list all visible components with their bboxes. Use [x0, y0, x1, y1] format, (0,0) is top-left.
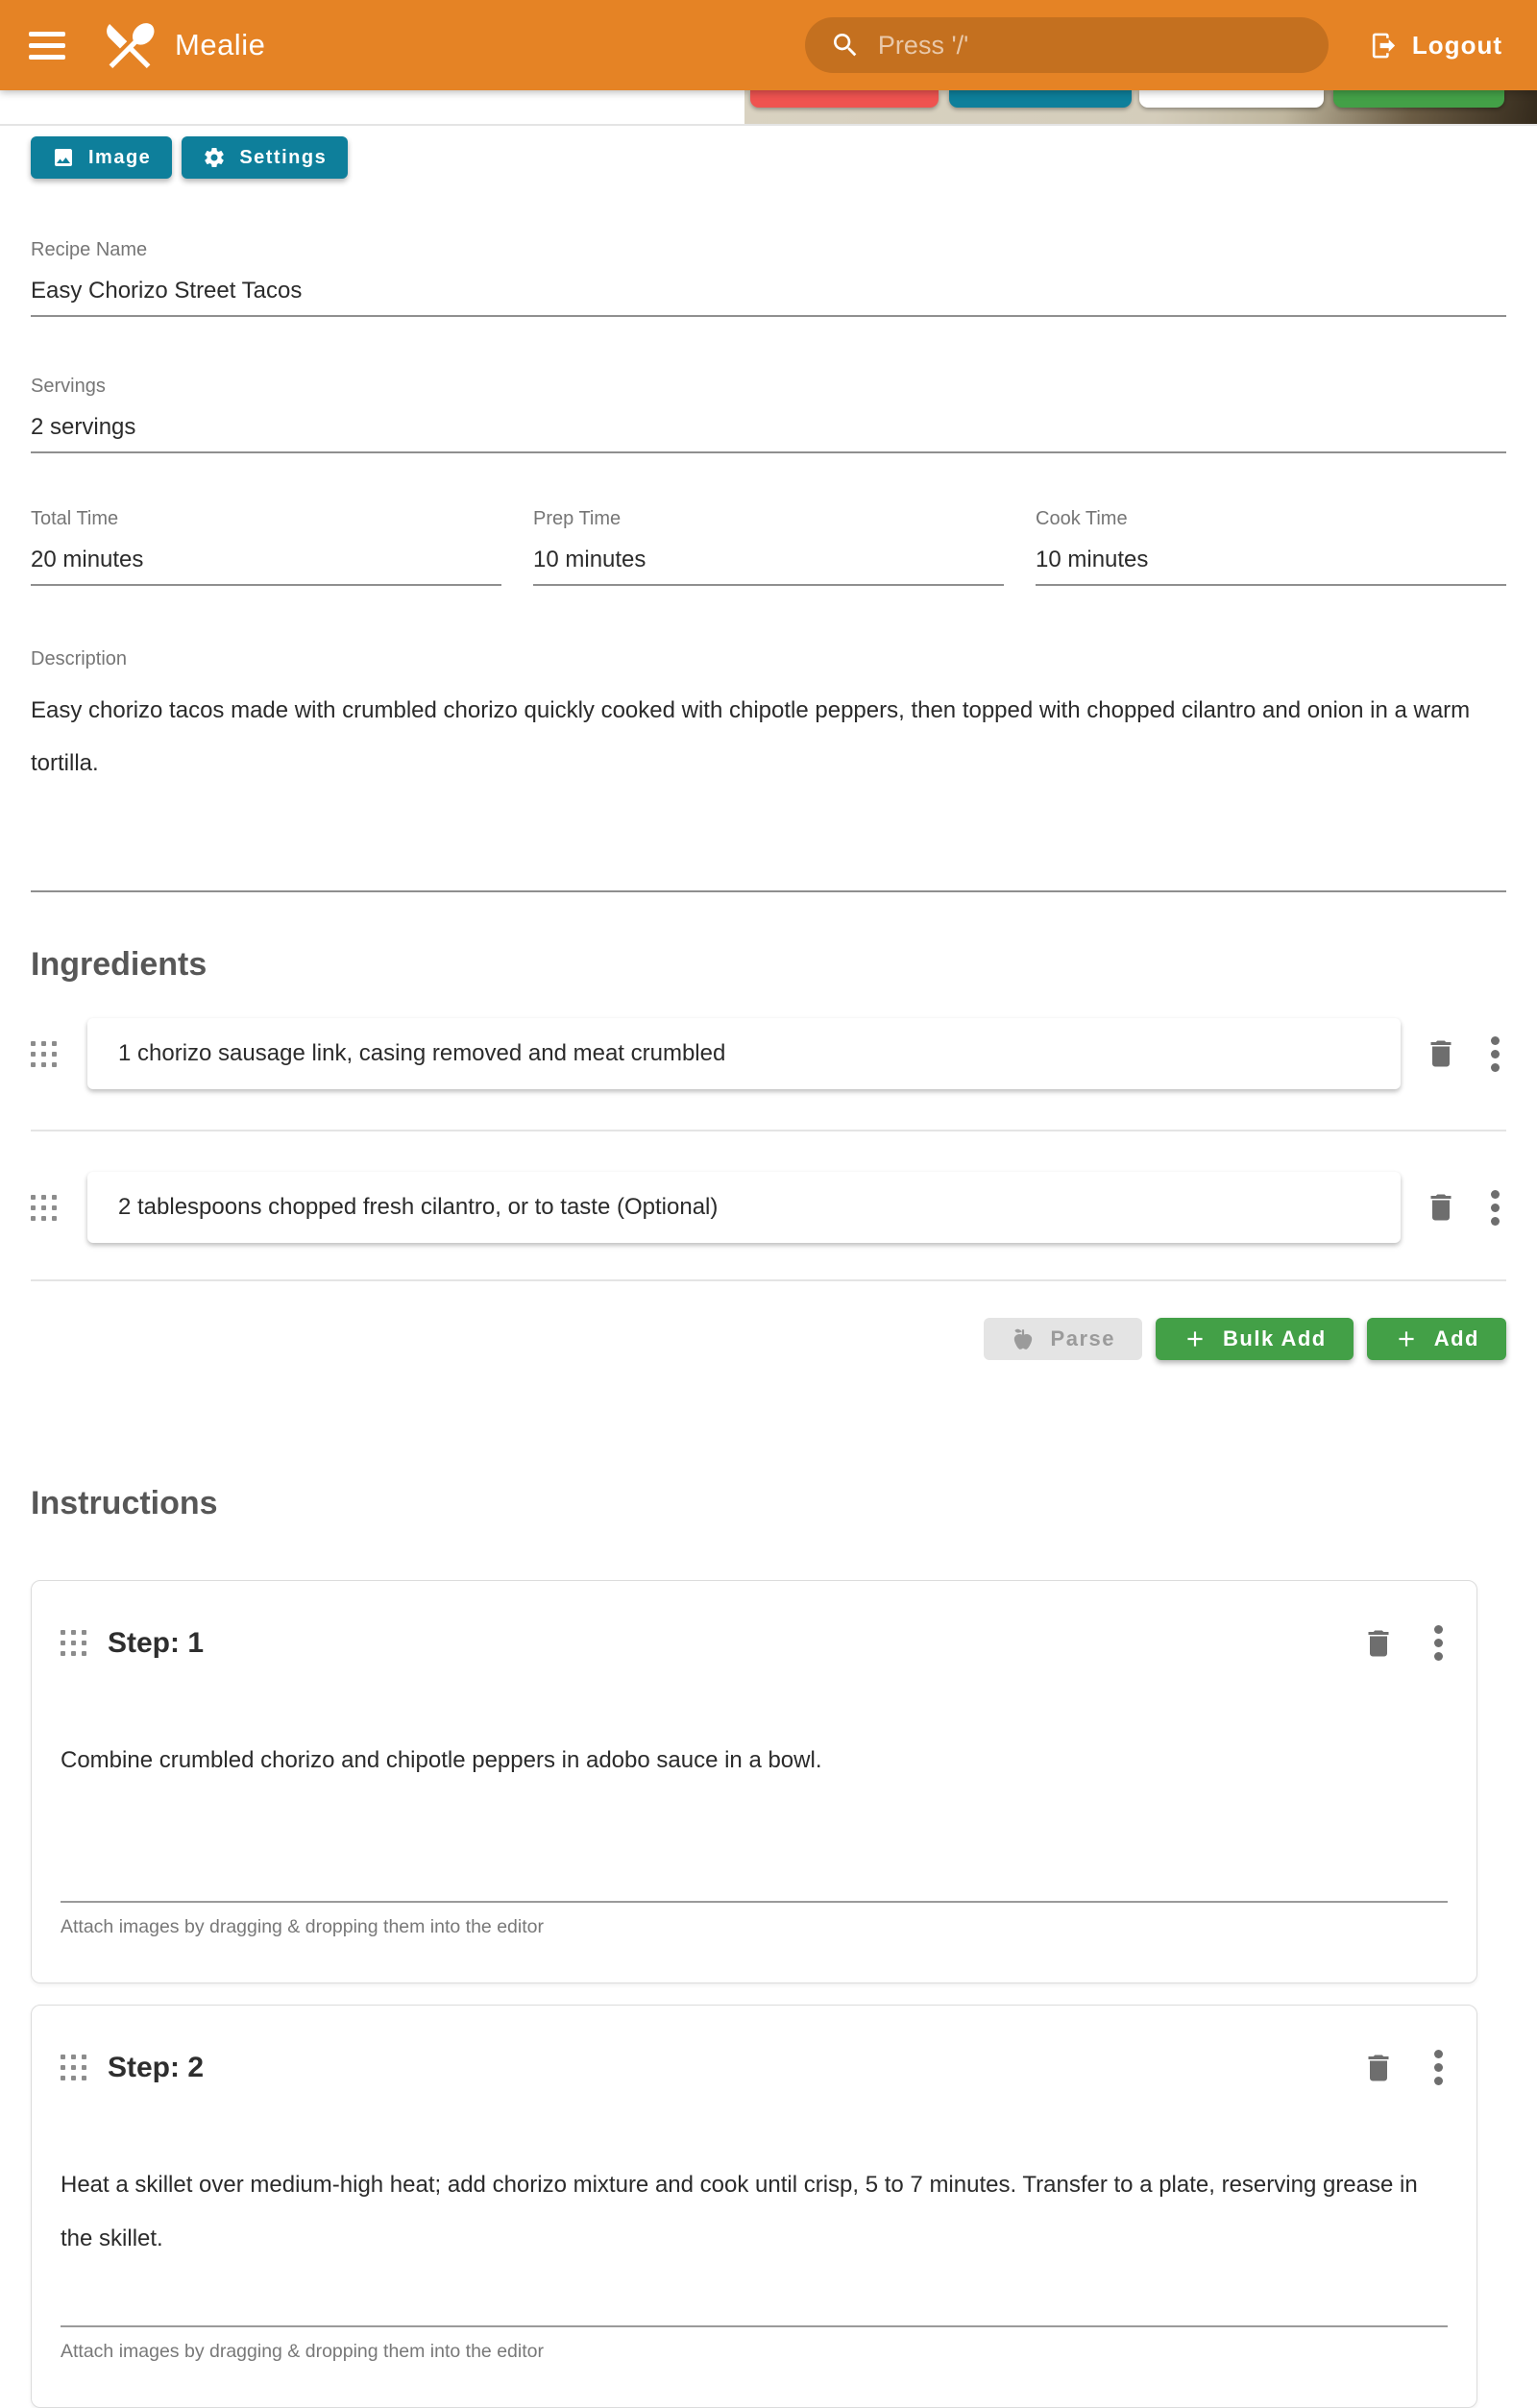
parse-button-label: Parse — [1050, 1326, 1115, 1350]
drag-handle-icon[interactable] — [61, 2055, 86, 2080]
ingredient-row — [31, 1172, 1506, 1243]
servings-field — [31, 373, 1506, 453]
instruction-step-card — [31, 1580, 1477, 1983]
ingredient-input[interactable]: 2 tablespoons chopped fresh cilantro, or to taste (Optional) — [87, 1172, 1401, 1243]
image-button-label: Image — [88, 146, 152, 168]
search-input[interactable] — [805, 17, 1329, 73]
hero-action-json-button[interactable] — [949, 90, 1132, 108]
mealie-silverware-logo-icon — [100, 15, 159, 75]
menu-button[interactable] — [29, 32, 65, 60]
step-title: Step: 1 — [108, 1626, 205, 1659]
delete-step-icon[interactable] — [1361, 2051, 1396, 2085]
ingredient-input[interactable]: 1 chorizo sausage link, casing removed and meat crumbled — [87, 1018, 1401, 1089]
editor-toolbar — [31, 136, 1506, 179]
settings-button[interactable] — [182, 136, 348, 179]
recipe-name-field — [31, 236, 1506, 317]
step-menu-icon[interactable] — [1434, 2050, 1444, 2085]
hero-action-close-button[interactable] — [1139, 90, 1324, 108]
gear-icon — [203, 146, 226, 169]
delete-ingredient-icon[interactable] — [1424, 1190, 1458, 1225]
step-editor-rule — [61, 1901, 1448, 1903]
ingredient-menu-icon[interactable] — [1491, 1190, 1500, 1226]
search-placeholder: Press '/' — [877, 30, 969, 60]
recipe-name-input[interactable]: Easy Chorizo Street Tacos — [31, 275, 1506, 317]
bulk-add-button[interactable] — [1156, 1318, 1354, 1360]
servings-input[interactable]: 2 servings — [31, 411, 1506, 453]
image-icon — [52, 146, 75, 169]
delete-ingredient-icon[interactable] — [1424, 1036, 1458, 1071]
ingredient-divider — [31, 1130, 1506, 1131]
delete-step-icon[interactable] — [1361, 1626, 1396, 1661]
step-menu-icon[interactable] — [1434, 1625, 1444, 1661]
logout-label: Logout — [1411, 30, 1502, 60]
step-header — [61, 1625, 1448, 1661]
step-text-editor[interactable]: Combine crumbled chorizo and chipotle peppers in adobo sauce in a bowl. — [61, 1747, 822, 1773]
hero-action-delete-button[interactable] — [750, 90, 939, 108]
bulk-add-button-label: Bulk Add — [1223, 1326, 1327, 1350]
plus-icon — [1394, 1326, 1419, 1351]
instruction-step-card — [31, 2005, 1477, 2408]
cook-time-input[interactable]: 10 minutes — [1036, 544, 1506, 586]
instructions-heading: Instructions — [31, 1485, 218, 1521]
drag-handle-icon[interactable] — [61, 1630, 86, 1656]
hero-action-save-button[interactable] — [1333, 90, 1504, 108]
drag-handle-icon[interactable] — [31, 1041, 57, 1067]
step-title: Step: 2 — [108, 2051, 205, 2083]
parse-button[interactable] — [984, 1318, 1142, 1360]
logout-icon — [1369, 31, 1399, 61]
description-field — [31, 645, 1506, 892]
recipe-form — [0, 136, 1537, 2408]
servings-label: Servings — [31, 376, 106, 397]
description-textarea[interactable]: Easy chorizo tacos made with crumbled chorizo quickly cooked with chipotle peppers, then topped with chopped cilantro and onion in a warm tortilla. — [31, 684, 1506, 892]
cook-time-field — [1036, 505, 1506, 586]
image-button[interactable] — [31, 136, 172, 179]
ingredient-divider — [31, 1279, 1506, 1281]
add-button-label: Add — [1433, 1326, 1479, 1350]
time-fields-row — [31, 505, 1506, 586]
prep-time-input[interactable]: 10 minutes — [533, 544, 1004, 586]
cook-time-label: Cook Time — [1036, 508, 1128, 529]
recipe-header-strip — [0, 90, 1537, 126]
app-title: Mealie — [175, 28, 266, 61]
ingredient-menu-icon[interactable] — [1491, 1036, 1500, 1072]
search-icon — [830, 30, 861, 61]
ingredients-heading: Ingredients — [31, 946, 207, 983]
step-text-editor[interactable]: Heat a skillet over medium-high heat; add chorizo mixture and cook until crisp, 5 to 7 minutes. Transfer to a plate, reserving grease in the skillet. — [61, 2172, 1418, 2251]
plus-icon — [1183, 1326, 1208, 1351]
app-bar — [0, 0, 1537, 90]
prep-time-field — [533, 505, 1004, 586]
ingredient-row — [31, 1018, 1506, 1089]
apple-icon — [1011, 1326, 1036, 1351]
step-editor-rule — [61, 2325, 1448, 2327]
logout-button[interactable] — [1369, 31, 1502, 61]
step-header — [61, 2050, 1448, 2085]
prep-time-label: Prep Time — [533, 508, 622, 529]
total-time-input[interactable]: 20 minutes — [31, 544, 501, 586]
attach-images-hint: Attach images by dragging & dropping them into the editor — [61, 1916, 544, 1937]
description-label: Description — [31, 648, 128, 669]
total-time-field — [31, 505, 501, 586]
attach-images-hint: Attach images by dragging & dropping them into the editor — [61, 2341, 544, 2362]
ingredient-actions — [31, 1318, 1506, 1360]
add-ingredient-button[interactable] — [1367, 1318, 1506, 1360]
recipe-photo — [744, 90, 1537, 124]
recipe-name-label: Recipe Name — [31, 239, 148, 260]
drag-handle-icon[interactable] — [31, 1195, 57, 1221]
total-time-label: Total Time — [31, 508, 119, 529]
settings-button-label: Settings — [239, 146, 328, 168]
